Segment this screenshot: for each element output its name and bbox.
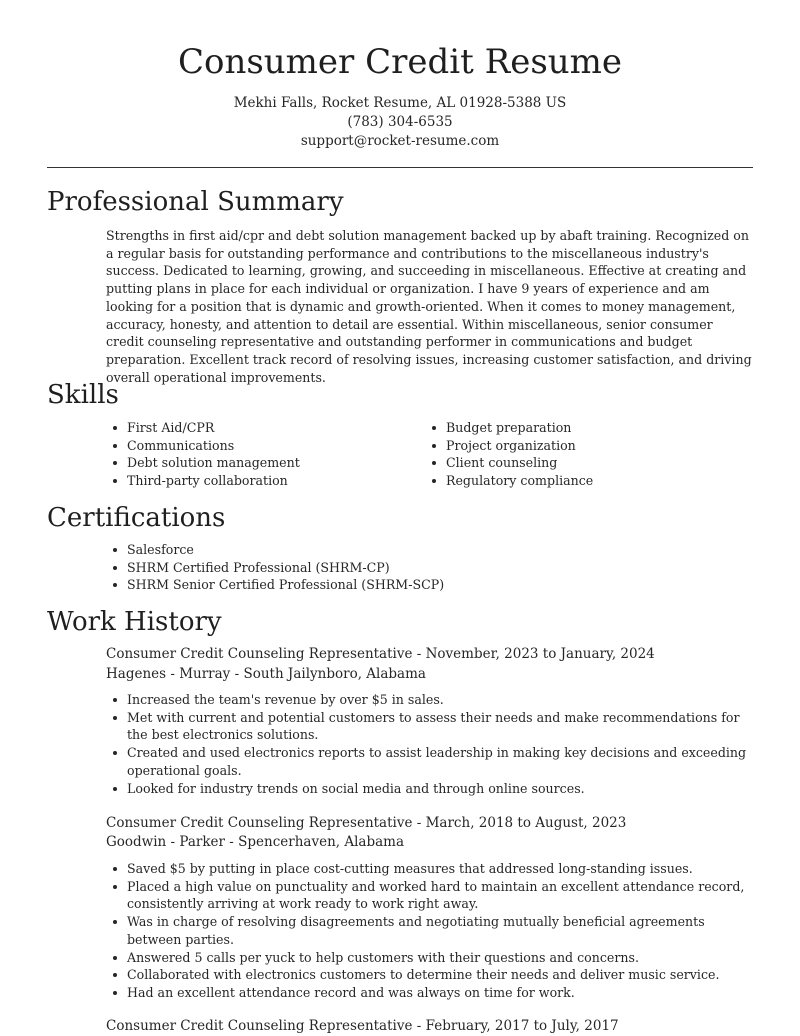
contact-address: Mekhi Falls, Rocket Resume, AL 01928-5388 US: [233, 95, 567, 111]
job-title-line: Consumer Credit Counseling Representative - March, 2018 to August, 2023: [106, 815, 627, 831]
contact-email: support@rocket-resume.com: [300, 133, 500, 149]
list-item: Looked for industry trends on social media and through online sources.: [106, 780, 752, 798]
job-bullets: [106, 860, 752, 1002]
list-item: Salesforce: [106, 541, 752, 559]
job-title-line: Consumer Credit Counseling Representative - February, 2017 to July, 2017: [106, 1018, 619, 1034]
list-item: Communications: [106, 437, 406, 455]
list-item: Saved $5 by putting in place cost-cutting measures that addressed long-standing issues.: [106, 860, 752, 878]
job-title-line: Consumer Credit Counseling Representative - November, 2023 to January, 2024: [106, 646, 655, 662]
list-item: Placed a high value on punctuality and worked hard to maintain an excellent attendance record, consistently arriving at work ready to work right away.: [106, 878, 752, 913]
list-item: Regulatory compliance: [425, 472, 745, 490]
skills-list-right: [425, 419, 745, 490]
contact-block: [0, 94, 800, 151]
list-item: Had an excellent attendance record and was always on time for work.: [106, 984, 752, 1002]
section-heading-work-history: Work History: [47, 607, 222, 637]
list-item: First Aid/CPR: [106, 419, 406, 437]
header-divider: [47, 167, 753, 168]
list-item: Client counseling: [425, 454, 745, 472]
list-item: SHRM Senior Certified Professional (SHRM-SCP): [106, 576, 752, 594]
list-item: Was in charge of resolving disagreements and negotiating mutually beneficial agreements between parties.: [106, 913, 752, 948]
certifications-list: [106, 541, 752, 594]
job-bullets: [106, 691, 752, 797]
contact-phone: (783) 304-6535: [347, 114, 453, 130]
job-company-line: Goodwin - Parker - Spencerhaven, Alabama: [106, 834, 405, 850]
list-item: Third-party collaboration: [106, 472, 406, 490]
list-item: SHRM Certified Professional (SHRM-CP): [106, 559, 752, 577]
list-item: Met with current and potential customers to assess their needs and make recommendations for the best electronics solutions.: [106, 709, 752, 744]
list-item: Debt solution management: [106, 454, 406, 472]
resume-title: Consumer Credit Resume: [177, 42, 623, 82]
list-item: Answered 5 calls per yuck to help customers with their questions and concerns.: [106, 949, 752, 967]
section-heading-skills: Skills: [47, 380, 119, 410]
list-item: Collaborated with electronics customers to determine their needs and deliver music service.: [106, 966, 752, 984]
list-item: Project organization: [425, 437, 745, 455]
list-item: Increased the team's revenue by over $5 in sales.: [106, 691, 752, 709]
list-item: Budget preparation: [425, 419, 745, 437]
section-heading-certifications: Certifications: [47, 503, 226, 533]
summary-text: Strengths in first aid/cpr and debt solution management backed up by abaft training. Recognized on a regular basis for outstanding performance and contributions to the miscellaneous industry's success. Dedicated to learning, growing, and succeeding in miscellaneous. Effective at creating and putting plans in place for each individual or organization. I have 9 years of experience and am looking for a position that is dynamic and growth-oriented. When it comes to money management, accuracy, honesty, and attention to detail are essential. Within miscellaneous, senior consumer credit counseling representative and outstanding performer in communications and budget preparation. Excellent track record of resolving issues, increasing customer satisfaction, and driving overall operational improvements.: [106, 228, 752, 385]
job-company-line: Hagenes - Murray - South Jailynboro, Alabama: [106, 666, 426, 682]
skills-list-left: [106, 419, 406, 490]
list-item: Created and used electronics reports to assist leadership in making key decisions and exceeding operational goals.: [106, 744, 752, 779]
section-heading-summary: Professional Summary: [47, 187, 344, 217]
